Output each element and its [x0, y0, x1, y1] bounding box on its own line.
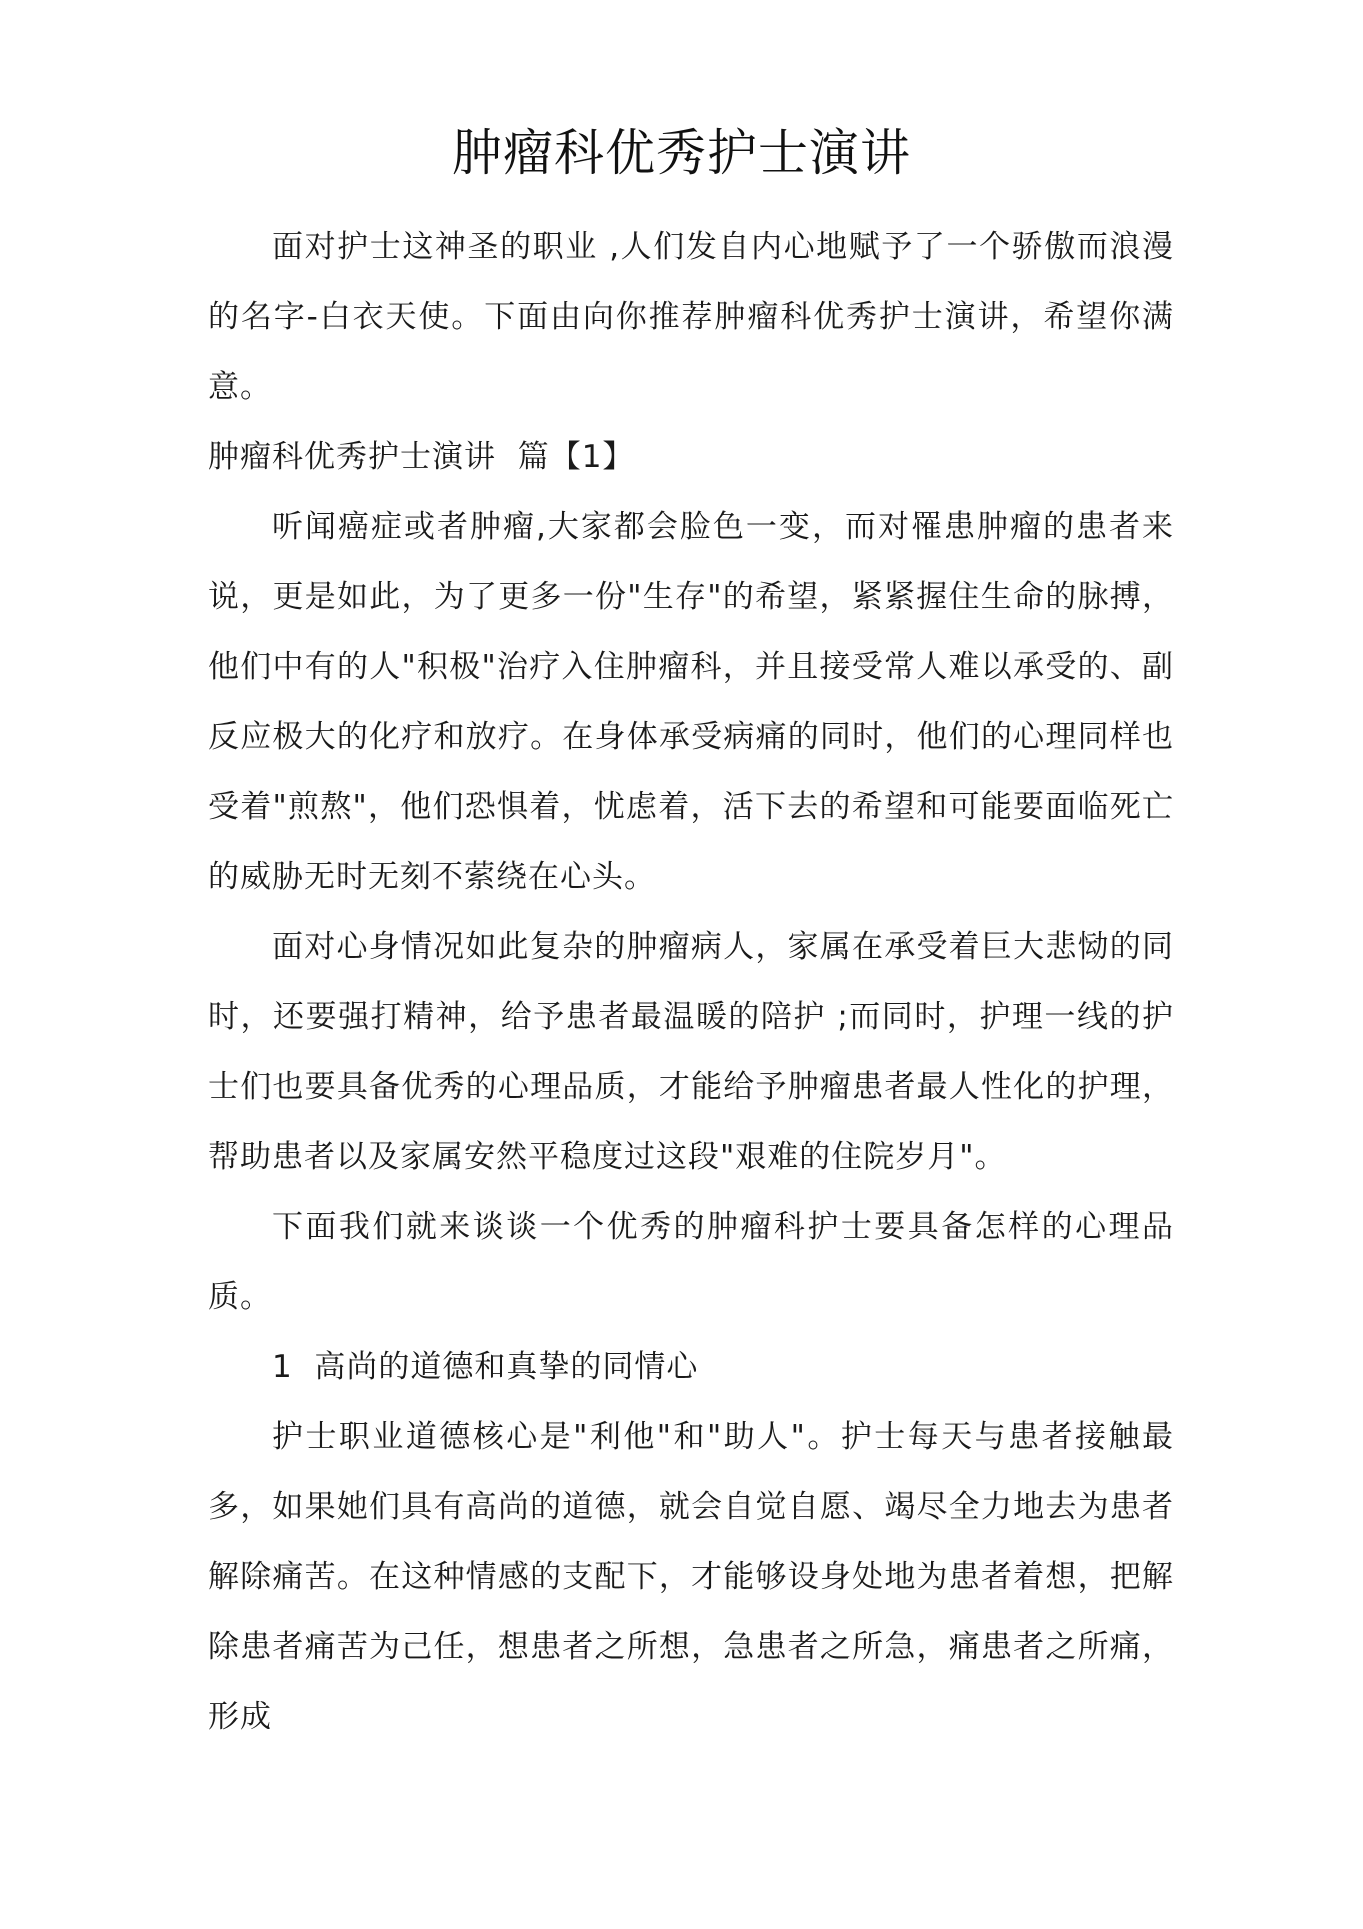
- body-paragraph: 听闻癌症或者肿瘤,大家都会脸色一变，而对罹患肿瘤的患者来说，更是如此，为了更多一份"生存"的希望，紧紧握住生命的脉搏，他们中有的人"积极"治疗入住肿瘤科，并且接受常人难以承受的、副反应极大的化疗和放疗。在身体承受病痛的同时，他们的心理同样也受着"煎熬"，他们恐惧着，忧虑着，活下去的希望和可能要面临死亡的威胁无时无刻不萦绕在心头。: [208, 509, 1174, 895]
- body-paragraph: 下面我们就来谈谈一个优秀的肿瘤科护士要具备怎样的心理品质。: [208, 1209, 1174, 1315]
- numbered-subheading: 1 高尚的道德和真挚的同情心: [272, 1349, 699, 1385]
- section-heading: 肿瘤科优秀护士演讲 篇【1】: [208, 439, 635, 475]
- document-title: 肿瘤科优秀护士演讲: [452, 124, 911, 182]
- body-paragraph: 面对心身情况如此复杂的肿瘤病人，家属在承受着巨大悲恸的同时，还要强打精神，给予患者最温暖的陪护 ;而同时，护理一线的护士们也要具备优秀的心理品质，才能给予肿瘤患者最人性化的护理，帮助患者以及家属安然平稳度过这段"艰难的住院岁月"。: [208, 929, 1174, 1175]
- intro-paragraph: 面对护士这神圣的职业 ,人们发自内心地赋予了一个骄傲而浪漫的名字-白衣天使。下面由向你推荐肿瘤科优秀护士演讲，希望你满意。: [208, 229, 1174, 405]
- body-paragraph: 护士职业道德核心是"利他"和"助人"。护士每天与患者接触最多，如果她们具有高尚的道德，就会自觉自愿、竭尽全力地去为患者解除痛苦。在这种情感的支配下，才能够设身处地为患者着想，把解除患者痛苦为己任，想患者之所想，急患者之所急，痛患者之所痛，形成: [208, 1419, 1174, 1735]
- document-body: [208, 212, 1174, 1752]
